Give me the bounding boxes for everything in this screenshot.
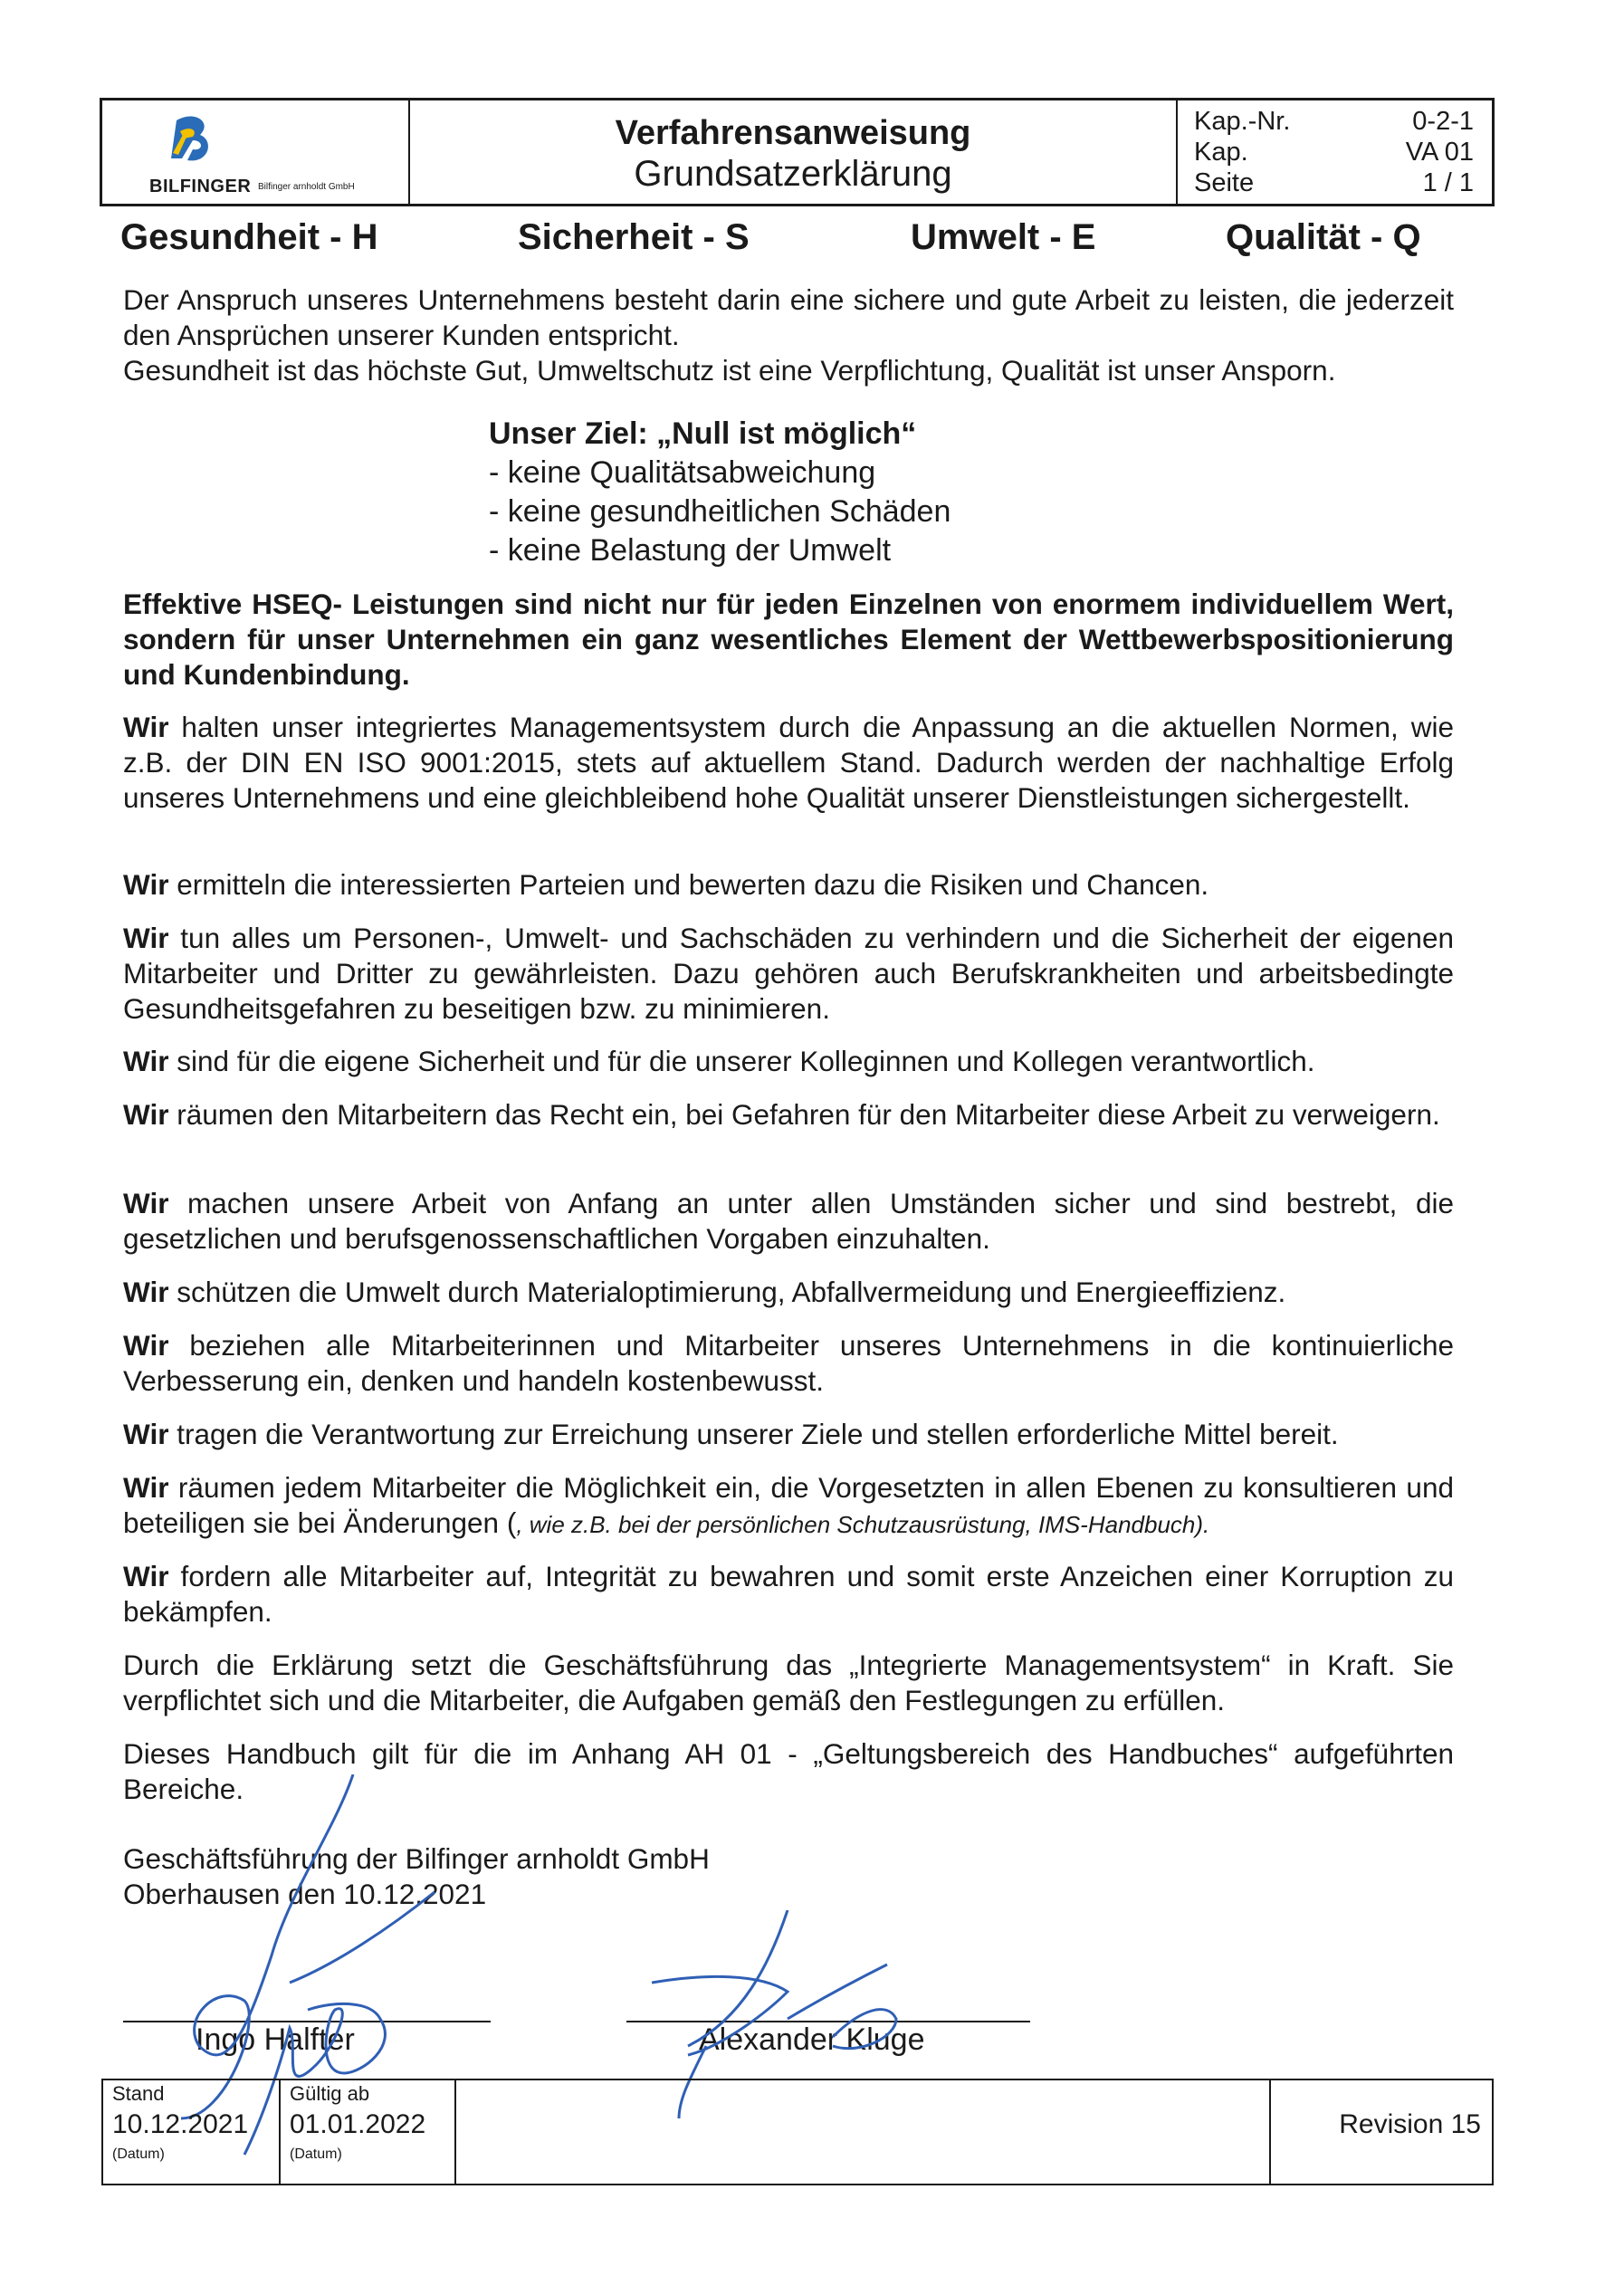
commitment-text: ermitteln die interessierten Parteien und bewerten dazu die Risiken und Chancen. (168, 868, 1209, 901)
intro-paragraph: Der Anspruch unseres Unternehmens besteht darin eine sichere und gute Arbeit zu leisten, die jederzeit den Ansprüchen unserer Kunden entspricht. (123, 283, 1454, 351)
signatory-name: Ingo Halfter (196, 2022, 355, 2057)
valid-from-date: 01.01.2022 (290, 2109, 426, 2139)
consult-paragraph (123, 1470, 1454, 1543)
commitment-text: sind für die eigene Sicherheit und für die unserer Kolleginnen und Kollegen verantwortlich. (168, 1045, 1315, 1077)
consult-examples: , wie z.B. bei der persönlichen Schutzausrüstung, IMS-Handbuch). (516, 1511, 1210, 1538)
commitment-paragraph (123, 1275, 1454, 1310)
we-label: Wir (123, 1329, 169, 1362)
valid-from-label: Gültig ab (290, 2082, 370, 2105)
sign-off-company: Geschäftsführung der Bilfinger arnholdt GmbH (123, 1842, 710, 1875)
commitment-text: beziehen alle Mitarbeiterinnen und Mitarbeiter unseres Unternehmens in die kontinuierliche Verbesserung ein, denken und handeln kostenbewusst. (123, 1329, 1454, 1397)
commitment-paragraph (123, 1186, 1454, 1257)
stand-date: 10.12.2021 (112, 2109, 249, 2139)
footer-stand-cell (103, 2080, 281, 2184)
pillar-safety: Sicherheit - S (518, 217, 750, 257)
goal-heading: Unser Ziel: „Null ist möglich“ (489, 416, 917, 451)
commitment-text: halten unser integriertes Managementsystem durch die Anpassung an die aktuellen Normen, wie z.B. der DIN EN ISO 9001:2015, stets auf aktuellem Stand. Dadurch werden der nachhaltige Erfolg unseres Unternehmens und eine gleichbleibend hohe Qualität unserer Dienstleistungen sichergestellt. (123, 711, 1454, 814)
bilfinger-logo-icon (167, 113, 216, 167)
we-label: Wir (123, 868, 169, 901)
meta-value: 0-2-1 (1412, 107, 1474, 136)
goal-block (489, 415, 951, 570)
stand-label: Stand (112, 2082, 165, 2105)
sign-off-place-date: Oberhausen den 10.12.2021 (123, 1878, 487, 1910)
integrity-paragraph (123, 1559, 1454, 1630)
document-meta-cell (1178, 100, 1492, 204)
commitment-paragraph (123, 710, 1454, 816)
meta-row (1194, 167, 1474, 198)
hseq-statement: Effektive HSEQ- Leistungen sind nicht nur für jeden Einzelnen von enormem individuellem Wert, sondern für unser Unternehmen ein ganz wesentliches Element der Wettbewerbspositionierung und Kundenbindung. (123, 588, 1454, 691)
closing-paragraph: Durch die Erklärung setzt die Geschäftsführung das „Integrierte Managementsystem“ in Kraft. Sie verpflichtet sich und die Mitarbeiter, die Aufgaben gemäß den Festlegungen zu erfüllen. (123, 1649, 1454, 1716)
goal-item: - keine gesundheitlichen Schäden (489, 494, 951, 529)
we-label: Wir (123, 1418, 169, 1450)
we-label: Wir (123, 922, 169, 954)
company-logo-cell (102, 100, 410, 204)
we-label: Wir (123, 1560, 169, 1592)
stand-date-caption: (Datum) (112, 2146, 165, 2162)
commitment-text: tragen die Verantwortung zur Erreichung unserer Ziele und stellen erforderliche Mittel bereit. (168, 1418, 1339, 1450)
we-label: Wir (123, 1187, 169, 1219)
we-label: Wir (123, 1471, 169, 1504)
logo-subtitle: Bilfinger arnholdt GmbH (258, 182, 355, 192)
commitment-paragraph (123, 1417, 1454, 1452)
meta-label: Kap. (1194, 138, 1248, 167)
commitment-paragraph (123, 1097, 1454, 1133)
integrity-text: fordern alle Mitarbeiter auf, Integrität zu bewahren und somit erste Anzeichen einer Korruption zu bekämpfen. (123, 1560, 1454, 1628)
meta-row (1194, 137, 1474, 167)
we-label: Wir (123, 1276, 169, 1308)
document-header (100, 98, 1495, 206)
commitment-text: tun alles um Personen-, Umwelt- und Sachschäden zu verhindern und die Sicherheit der eigenen Mitarbeiter und Dritter zu gewährleisten. Dazu gehören auch Berufskrankheiten und arbeitsbedingte Gesundheitsgefahren zu beseitigen bzw. zu minimieren. (123, 922, 1454, 1025)
goal-item: - keine Qualitätsabweichung (489, 455, 876, 490)
commitment-text: machen unsere Arbeit von Anfang an unter allen Umständen sicher und sind bestrebt, die gesetzlichen und berufsgenossenschaftlichen Vorgaben einzuhalten. (123, 1187, 1454, 1255)
goal-item: - keine Belastung der Umwelt (489, 533, 892, 568)
meta-row (1194, 106, 1474, 137)
commitment-paragraph (123, 867, 1454, 903)
we-label: Wir (123, 1045, 169, 1077)
document-type: Verfahrensanweisung (615, 114, 971, 152)
scope-paragraph: Dieses Handbuch gilt für die im Anhang AH 01 - „Geltungsbereich des Handbuches“ aufgeführten Bereiche. (123, 1737, 1454, 1805)
commitment-paragraph (123, 1328, 1454, 1399)
consult-text: räumen jedem Mitarbeiter die Möglichkeit ein, die Vorgesetzten in allen Ebenen zu konsultieren und beteiligen sie bei Änderungen ( (123, 1471, 1454, 1539)
footer-spacer-cell (456, 2080, 1271, 2184)
commitment-text: schützen die Umwelt durch Materialoptimierung, Abfallvermeidung und Energieeffizienz. (168, 1276, 1286, 1308)
we-label: Wir (123, 711, 169, 743)
we-label: Wir (123, 1098, 169, 1131)
revision-label: Revision 15 (1339, 2109, 1481, 2139)
footer-valid-cell (281, 2080, 456, 2184)
commitment-paragraph (123, 1044, 1454, 1079)
meta-label: Seite (1194, 168, 1255, 197)
pillar-health: Gesundheit - H (120, 217, 378, 257)
commitment-paragraph (123, 921, 1454, 1027)
valid-from-caption: (Datum) (290, 2146, 342, 2162)
signatory-name: Alexander Kluge (699, 2022, 925, 2057)
meta-value: VA 01 (1405, 138, 1474, 167)
document-footer (101, 2079, 1494, 2185)
document-title: Grundsatzerklärung (634, 154, 952, 194)
pillar-quality: Qualität - Q (1226, 217, 1421, 257)
document-title-cell (410, 100, 1178, 204)
logo-wordmark: BILFINGER (149, 177, 252, 196)
meta-label: Kap.-Nr. (1194, 107, 1291, 136)
meta-value: 1 / 1 (1422, 168, 1474, 197)
commitment-text: räumen den Mitarbeitern das Recht ein, bei Gefahren für den Mitarbeiter diese Arbeit zu verweigern. (168, 1098, 1440, 1131)
pillar-environment: Umwelt - E (911, 217, 1096, 257)
intro-paragraph-2: Gesundheit ist das höchste Gut, Umweltschutz ist eine Verpflichtung, Qualität ist unser Ansporn. (123, 354, 1336, 387)
